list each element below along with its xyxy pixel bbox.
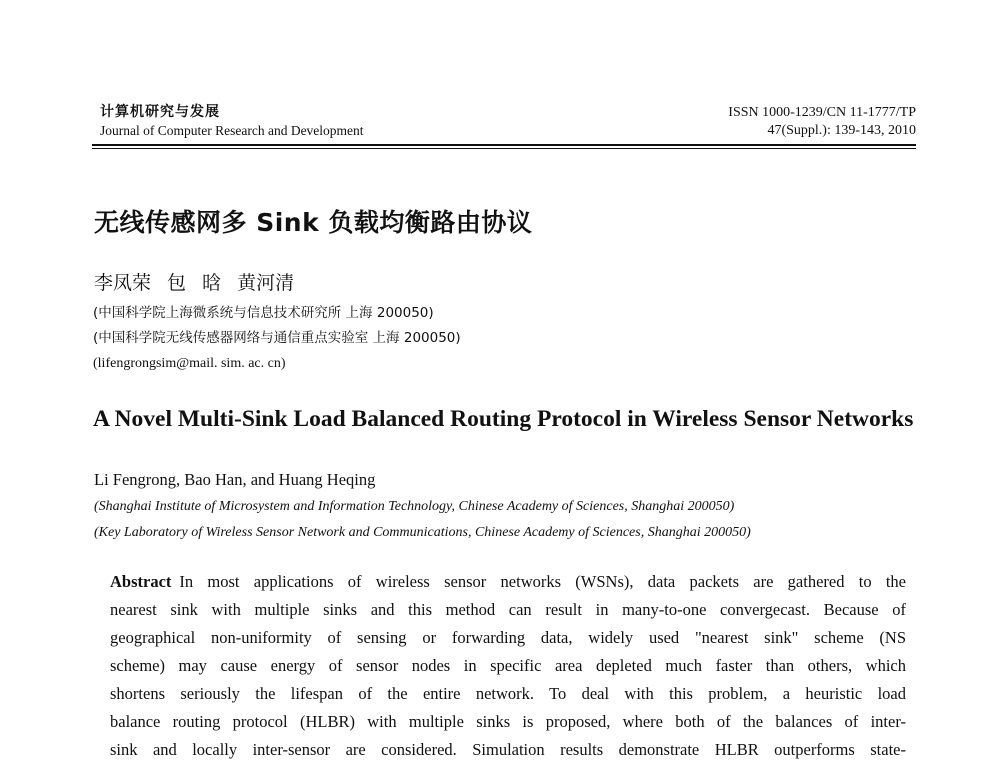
author-email: (lifengrongsim@mail. sim. ac. cn) <box>93 356 286 371</box>
affiliation-en-2: (Key Laboratory of Wireless Sensor Network and Communications, Chinese Academy of Sciences, Shanghai 200050) <box>94 525 751 540</box>
paper-title-en: A Novel Multi-Sink Load Balanced Routing Protocol in Wireless Sensor Networks <box>93 406 914 432</box>
abstract <box>110 568 906 764</box>
volume-pages: 47(Suppl.): 139-143, 2010 <box>767 123 916 138</box>
abstract-line-4: scheme) may cause energy of sensor nodes in specific area depleted much faster than others, which <box>110 656 906 675</box>
journal-header-left <box>100 104 364 140</box>
affiliation-cn-1: (中国科学院上海微系统与信息技术研究所 上海 200050) <box>93 305 434 321</box>
abstract-line-7: sink and locally inter-sensor are considered. Simulation results demonstrate HLBR outperforms state- <box>110 740 906 759</box>
header-rule-thin <box>92 148 916 149</box>
authors-en: Li Fengrong, Bao Han, and Huang Heqing <box>94 470 376 489</box>
abstract-line-6: balance routing protocol (HLBR) with multiple sinks is proposed, where both of the balances of inter- <box>110 712 906 731</box>
paper-title-cn: 无线传感网多 Sink 负载均衡路由协议 <box>94 208 533 237</box>
abstract-line-1-text: In most applications of wireless sensor networks (WSNs), data packets are gathered to the <box>179 572 906 591</box>
journal-name-cn: 计算机研究与发展 <box>100 105 220 120</box>
abstract-line-5: shortens seriously the lifespan of the entire network. To deal with this problem, a heuristic load <box>110 684 906 703</box>
abstract-label: Abstract <box>110 572 172 591</box>
abstract-line-1 <box>110 568 906 596</box>
affiliation-cn-2: (中国科学院无线传感器网络与通信重点实验室 上海 200050) <box>93 330 461 346</box>
abstract-line-2: nearest sink with multiple sinks and this method can result in many-to-one convergecast. Because of <box>110 600 906 619</box>
header-rule-thick <box>92 144 916 146</box>
affiliation-en-1: (Shanghai Institute of Microsystem and Information Technology, Chinese Academy of Sciences, Shanghai 200050) <box>94 499 735 514</box>
journal-header-right <box>728 104 916 140</box>
abstract-line-3: geographical non-uniformity of sensing or forwarding data, widely used "nearest sink" scheme (NS <box>110 628 906 647</box>
journal-name-en: Journal of Computer Research and Development <box>100 123 364 138</box>
authors-cn: 李凤荣 包 晗 黄河清 <box>94 272 295 294</box>
issn: ISSN 1000-1239/CN 11-1777/TP <box>728 105 916 120</box>
